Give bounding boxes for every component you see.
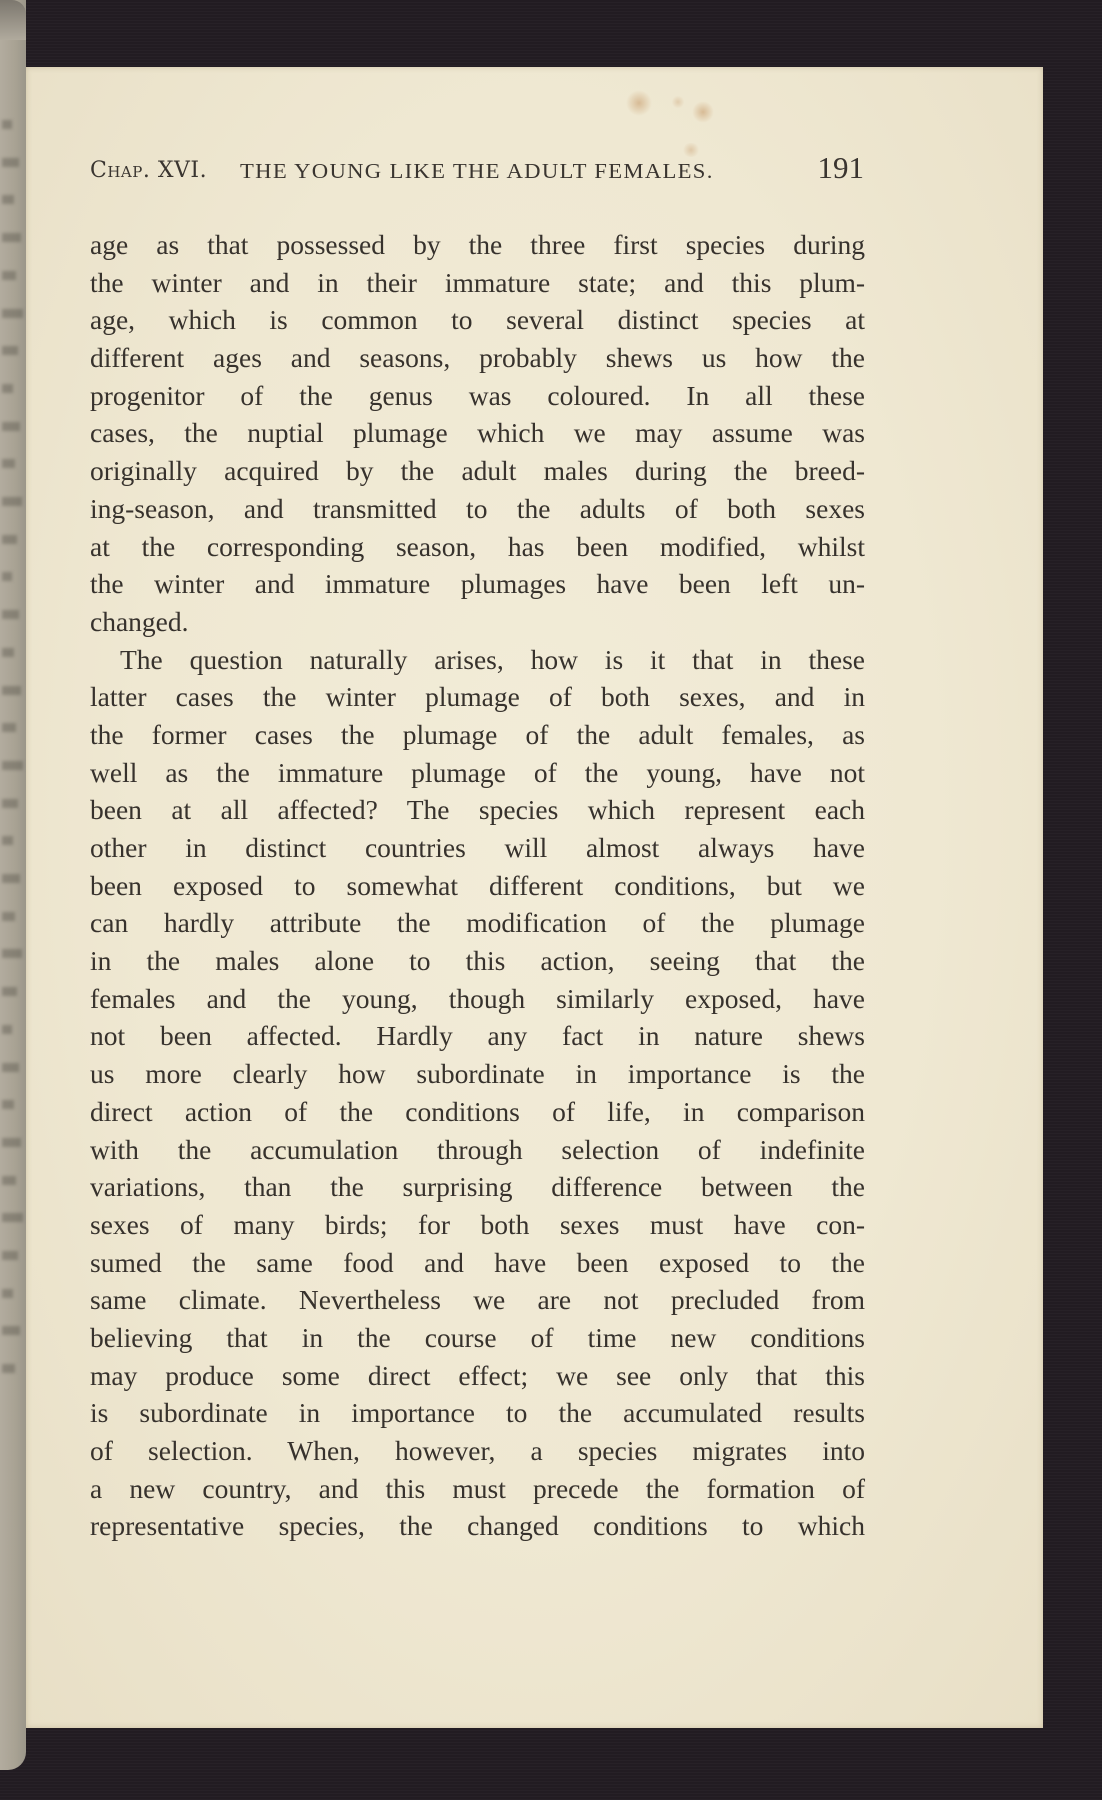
foxing-stain xyxy=(626,90,652,116)
previous-page-ghost-text xyxy=(2,1213,23,1222)
text-line: been exposed to somewhat different conditions, but we xyxy=(90,869,865,901)
previous-page-ghost-text xyxy=(2,572,12,581)
previous-page-ghost-text xyxy=(2,271,16,280)
page-number: 191 xyxy=(817,150,864,185)
previous-page-ghost-text xyxy=(2,1025,12,1034)
previous-page-ghost-text xyxy=(2,1176,16,1185)
text-line: cases, the nuptial plumage which we may assume was xyxy=(90,417,865,449)
previous-page-ghost-text xyxy=(2,836,13,845)
previous-page-ghost-text xyxy=(2,1100,14,1109)
previous-page-ghost-text xyxy=(2,120,12,129)
previous-page-ghost-text xyxy=(2,1063,19,1072)
running-title: THE YOUNG LIKE THE ADULT FEMALES. xyxy=(240,159,714,183)
previous-page-ghost-text xyxy=(2,648,14,657)
previous-page-ghost-text xyxy=(2,912,15,921)
text-line: sexes of many birds; for both sexes must have con- xyxy=(90,1208,865,1240)
text-line: same climate. Nevertheless we are not precluded from xyxy=(90,1284,865,1316)
text-line: representative species, the changed conditions to which xyxy=(90,1510,865,1542)
previous-page-ghost-text xyxy=(2,233,21,242)
foxing-stain xyxy=(672,95,684,109)
text-line: us more clearly how subordinate in importance is the xyxy=(90,1058,865,1090)
previous-page-ghost-text xyxy=(2,497,22,506)
chapter-label: Chap. XVI. xyxy=(90,158,208,183)
text-line: the former cases the plumage of the adult females, as xyxy=(90,718,865,750)
previous-page-ghost-text xyxy=(2,309,23,318)
text-line: originally acquired by the adult males during the breed- xyxy=(90,455,865,487)
text-line: age as that possessed by the three first species during xyxy=(90,229,865,260)
text-line: ing-season, and transmitted to the adults of both sexes xyxy=(90,492,865,524)
foxing-stain xyxy=(692,101,714,123)
previous-page-ghost-text xyxy=(2,384,13,393)
text-line: in the males alone to this action, seeing that the xyxy=(90,945,865,977)
previous-page-ghost-text xyxy=(2,535,17,544)
text-line: The question naturally arises, how is it that in these xyxy=(120,643,865,675)
previous-page-ghost-text xyxy=(2,346,18,355)
text-line: changed. xyxy=(90,605,189,637)
previous-page-curl xyxy=(0,0,26,40)
previous-page-ghost-text xyxy=(2,799,18,808)
text-line: variations, than the surprising difference between the xyxy=(90,1171,865,1203)
previous-page-ghost-text xyxy=(2,987,17,996)
text-line: of selection. When, however, a species migrates into xyxy=(90,1435,865,1466)
previous-page-ghost-text xyxy=(2,1138,21,1147)
text-line: latter cases the winter plumage of both sexes, and in xyxy=(90,681,865,713)
previous-page-ghost-text xyxy=(2,723,16,732)
text-line: females and the young, though similarly exposed, have xyxy=(90,982,865,1014)
previous-page-ghost-text xyxy=(2,1289,13,1298)
text-line: is subordinate in importance to the accumulated results xyxy=(90,1397,865,1429)
previous-page-ghost-text xyxy=(2,761,23,770)
previous-page-ghost-text xyxy=(2,874,20,883)
text-line: believing that in the course of time new conditions xyxy=(90,1321,865,1353)
text-line: well as the immature plumage of the young, have not xyxy=(90,756,865,788)
text-line: age, which is common to several distinct species at xyxy=(90,304,865,336)
previous-page-ghost-text xyxy=(2,686,21,695)
text-line: been at all affected? The species which represent each xyxy=(90,794,865,826)
text-line: with the accumulation through selection of indefinite xyxy=(90,1133,865,1165)
text-line: the winter and immature plumages have been left un- xyxy=(90,568,865,600)
text-line: the winter and in their immature state; and this plum- xyxy=(90,266,865,298)
previous-page-ghost-text xyxy=(2,158,19,167)
text-line: other in distinct countries will almost always have xyxy=(90,832,865,863)
text-line: can hardly attribute the modification of the plumage xyxy=(90,907,865,939)
paragraph xyxy=(90,226,865,641)
text-line: at the corresponding season, has been modified, whilst xyxy=(90,530,865,562)
paragraph xyxy=(90,641,865,1546)
previous-page-ghost-text xyxy=(2,422,20,431)
previous-page-ghost-text xyxy=(2,459,15,468)
text-line: direct action of the conditions of life, in comparison xyxy=(90,1095,865,1127)
text-line: a new country, and this must precede the formation of xyxy=(90,1472,865,1504)
body-text xyxy=(90,226,865,1545)
text-line: different ages and seasons, probably shews us how the xyxy=(90,342,865,374)
text-line: not been affected. Hardly any fact in nature shews xyxy=(90,1020,865,1052)
previous-page-edge xyxy=(0,0,26,1770)
previous-page-ghost-text xyxy=(2,1364,15,1373)
previous-page-ghost-text xyxy=(2,610,19,619)
previous-page-ghost-text xyxy=(2,949,22,958)
previous-page-ghost-text xyxy=(2,195,14,204)
text-line: sumed the same food and have been exposed to the xyxy=(90,1246,865,1278)
text-line: may produce some direct effect; we see only that this xyxy=(90,1359,865,1391)
previous-page-ghost-text xyxy=(2,1251,18,1260)
text-line: progenitor of the genus was coloured. In all these xyxy=(90,379,865,411)
running-head xyxy=(90,150,864,190)
previous-page-ghost-text xyxy=(2,1326,20,1335)
